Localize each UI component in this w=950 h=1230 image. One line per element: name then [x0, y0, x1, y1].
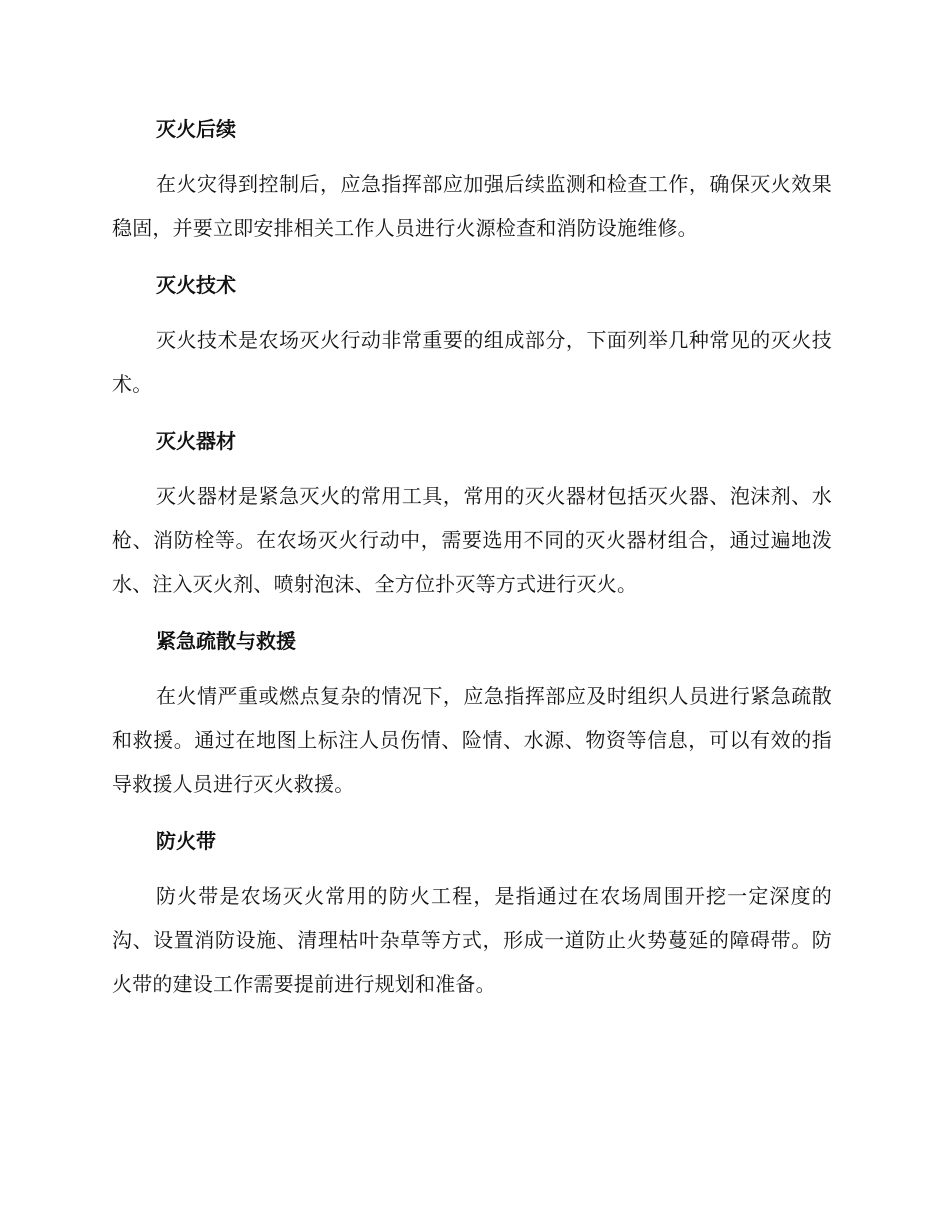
section-heading-techniques: 灭火技术 [156, 273, 236, 297]
section-paragraph-techniques: 灭火技术是农场灭火行动非常重要的组成部分，下面列举几种常见的灭火技术。 [112, 328, 832, 396]
section-heading-firebreak: 防火带 [156, 829, 216, 853]
section-paragraph-aftermath: 在火灾得到控制后，应急指挥部应加强后续监测和检查工作，确保灭火效果稳固，并要立即安排相关工作人员进行火源检查和消防设施维修。 [112, 172, 832, 240]
section-paragraph-equipment: 灭火器材是紧急灭火的常用工具，常用的灭火器材包括灭火器、泡沫剂、水枪、消防栓等。在农场灭火行动中，需要选用不同的灭火器材组合，通过遍地泼水、注入灭火剂、喷射泡沫、全方位扑灭等方式进行灭火。 [112, 484, 832, 596]
section-paragraph-firebreak: 防火带是农场灭火常用的防火工程，是指通过在农场周围开挖一定深度的沟、设置消防设施、清理枯叶杂草等方式，形成一道防止火势蔓延的障碍带。防火带的建设工作需要提前进行规划和准备。 [112, 884, 832, 996]
section-heading-aftermath: 灭火后续 [156, 117, 236, 141]
section-heading-evacuation: 紧急疏散与救援 [156, 629, 296, 653]
section-paragraph-evacuation: 在火情严重或燃点复杂的情况下，应急指挥部应及时组织人员进行紧急疏散和救援。通过在地图上标注人员伤情、险情、水源、物资等信息，可以有效的指导救援人员进行灭火救援。 [112, 684, 832, 796]
document-content [112, 112, 832, 1024]
section-heading-equipment: 灭火器材 [156, 429, 236, 453]
